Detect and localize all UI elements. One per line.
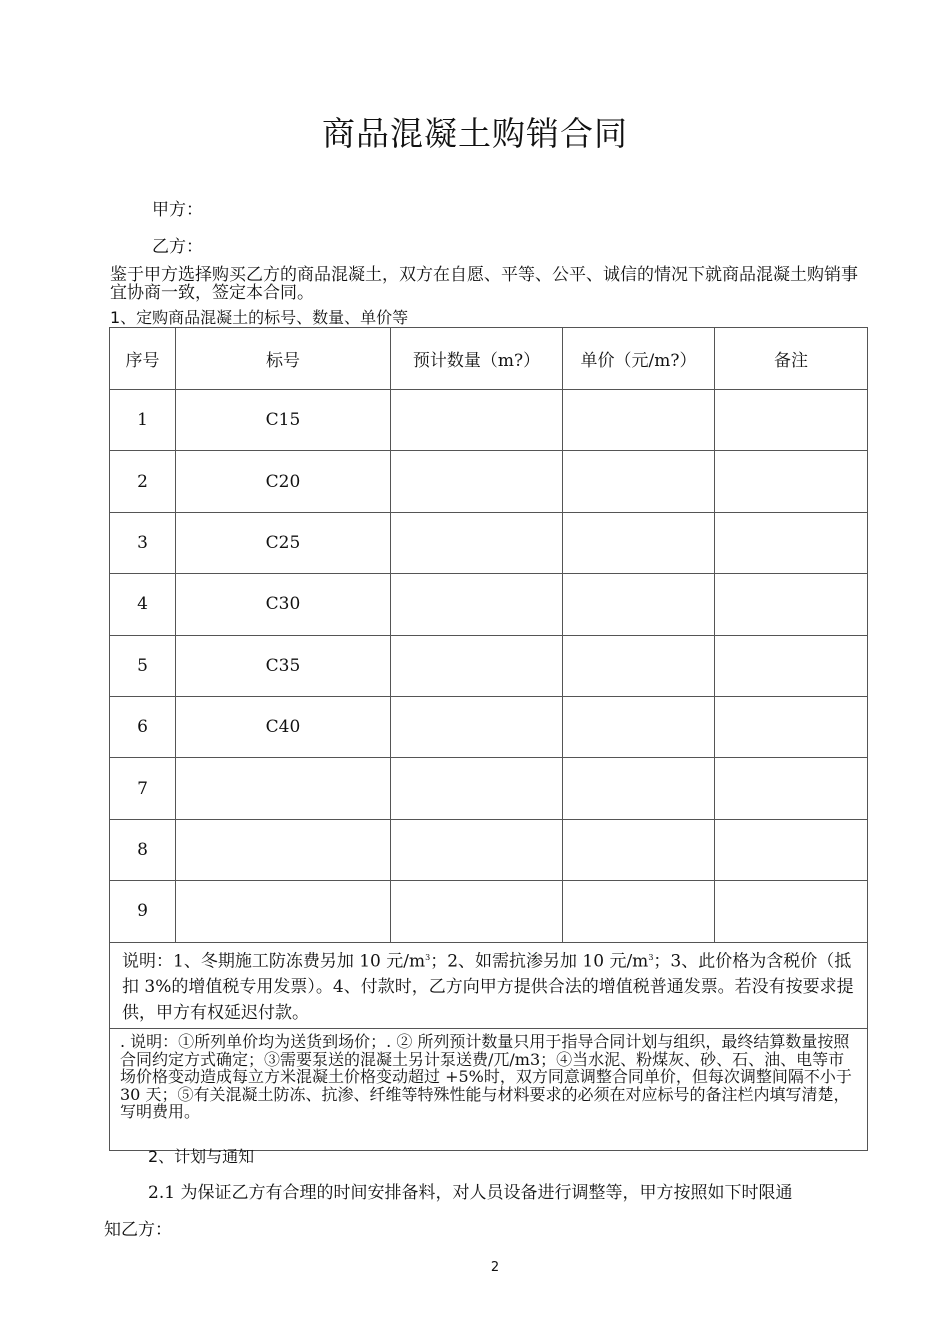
- table-row: [110, 451, 868, 512]
- cell-unit-price[interactable]: [563, 512, 715, 573]
- cell-index: 6: [110, 696, 176, 757]
- cell-quantity[interactable]: [391, 574, 563, 635]
- cell-unit-price[interactable]: [563, 574, 715, 635]
- section-2-1-text: 2.1 为保证乙方有合理的时间安排备料，对人员设备进行调整等，甲方按照如下时限通: [148, 1183, 793, 1203]
- section-2-1-continuation: 知乙方：: [104, 1220, 172, 1240]
- cell-remarks[interactable]: [715, 758, 868, 819]
- table-row: [110, 881, 868, 942]
- pricing-note-part3: ；3、此价格为含税价（抵扣 3%的增值税专用发票）。4、付款时，乙方向甲方提供合法的增值税普通发票。若没有按要求提供，甲方有权延迟付款。: [122, 951, 854, 1024]
- cell-grade: C25: [176, 512, 391, 573]
- table-row: [110, 574, 868, 635]
- pricing-note-part2: ；2、如需抗渗另加 10 元/m: [430, 951, 649, 972]
- cell-unit-price[interactable]: [563, 881, 715, 942]
- cell-unit-price[interactable]: [563, 451, 715, 512]
- page-number: 2: [490, 1260, 500, 1275]
- cell-grade[interactable]: [176, 819, 391, 880]
- header-index: 序号: [110, 328, 176, 390]
- cell-quantity[interactable]: [391, 696, 563, 757]
- cell-grade: C40: [176, 696, 391, 757]
- cell-quantity[interactable]: [391, 635, 563, 696]
- cell-index: 5: [110, 635, 176, 696]
- table-note-row: [110, 942, 868, 1029]
- cell-unit-price[interactable]: [563, 696, 715, 757]
- party-b-label: 乙方：: [152, 237, 203, 257]
- cell-remarks[interactable]: [715, 512, 868, 573]
- pricing-note-sup1: 3: [425, 952, 431, 962]
- cell-grade: C20: [176, 451, 391, 512]
- cell-quantity[interactable]: [391, 881, 563, 942]
- cell-grade[interactable]: [176, 881, 391, 942]
- cell-quantity[interactable]: [391, 819, 563, 880]
- cell-index: 3: [110, 512, 176, 573]
- pricing-note-sup2: 3: [648, 952, 654, 962]
- cell-unit-price[interactable]: [563, 635, 715, 696]
- cell-remarks[interactable]: [715, 881, 868, 942]
- cell-grade: C30: [176, 574, 391, 635]
- section-1-heading: 1、定购商品混凝土的标号、数量、单价等: [110, 308, 409, 327]
- header-unit-price: 单价（元/m?）: [563, 328, 715, 390]
- header-quantity: 预计数量（m?）: [391, 328, 563, 390]
- terms-note: . 说明：①所列单价均为送货到场价；. ② 所列预计数量只用于指导合同计划与组织，最终结算数量按照合同约定方式确定；③需要泵送的混凝土另计泵送费/兀/m3；④当水泥、粉煤灰、砂、石、油、电等市场价格变动造成每立方米混凝土价格变动超过 +5%时，双方同意调整合同单价，但每次调整间隔不小于 30 天；⑤有关混凝土防冻、抗渗、纤维等特殊性能与材料要求的必须在对应标号的备注栏内填写清楚，写明费用。: [110, 1029, 868, 1151]
- cell-index: 1: [110, 390, 176, 451]
- cell-index: 9: [110, 881, 176, 942]
- cell-index: 2: [110, 451, 176, 512]
- cell-remarks[interactable]: [715, 696, 868, 757]
- table-row: [110, 696, 868, 757]
- cell-remarks[interactable]: [715, 574, 868, 635]
- concrete-order-table: [109, 327, 868, 1151]
- cell-remarks[interactable]: [715, 390, 868, 451]
- cell-remarks[interactable]: [715, 635, 868, 696]
- pricing-note-part1: 说明：1、冬期施工防冻费另加 10 元/m: [122, 951, 426, 972]
- cell-grade[interactable]: [176, 758, 391, 819]
- cell-unit-price[interactable]: [563, 819, 715, 880]
- table-row: [110, 758, 868, 819]
- cell-index: 8: [110, 819, 176, 880]
- table-header-row: [110, 328, 868, 390]
- cell-index: 4: [110, 574, 176, 635]
- cell-grade: C35: [176, 635, 391, 696]
- cell-quantity[interactable]: [391, 512, 563, 573]
- cell-remarks[interactable]: [715, 819, 868, 880]
- cell-quantity[interactable]: [391, 758, 563, 819]
- cell-unit-price[interactable]: [563, 758, 715, 819]
- table-row: [110, 512, 868, 573]
- party-a-label: 甲方：: [152, 200, 203, 220]
- cell-grade: C15: [176, 390, 391, 451]
- header-grade: 标号: [176, 328, 391, 390]
- table-row: [110, 390, 868, 451]
- section-2-heading: 2、计划与通知: [148, 1147, 255, 1166]
- header-remarks: 备注: [715, 328, 868, 390]
- table-note-row: [110, 1029, 868, 1151]
- document-title: 商品混凝土购销合同: [322, 114, 628, 153]
- cell-quantity[interactable]: [391, 451, 563, 512]
- table-row: [110, 819, 868, 880]
- cell-quantity[interactable]: [391, 390, 563, 451]
- cell-unit-price[interactable]: [563, 390, 715, 451]
- intro-paragraph: 鉴于甲方选择购买乙方的商品混凝土，双方在自愿、平等、公平、诚信的情况下就商品混凝土购销事宜协商一致，签定本合同。: [110, 265, 858, 303]
- cell-index: 7: [110, 758, 176, 819]
- cell-remarks[interactable]: [715, 451, 868, 512]
- pricing-note: [110, 942, 868, 1029]
- table-row: [110, 635, 868, 696]
